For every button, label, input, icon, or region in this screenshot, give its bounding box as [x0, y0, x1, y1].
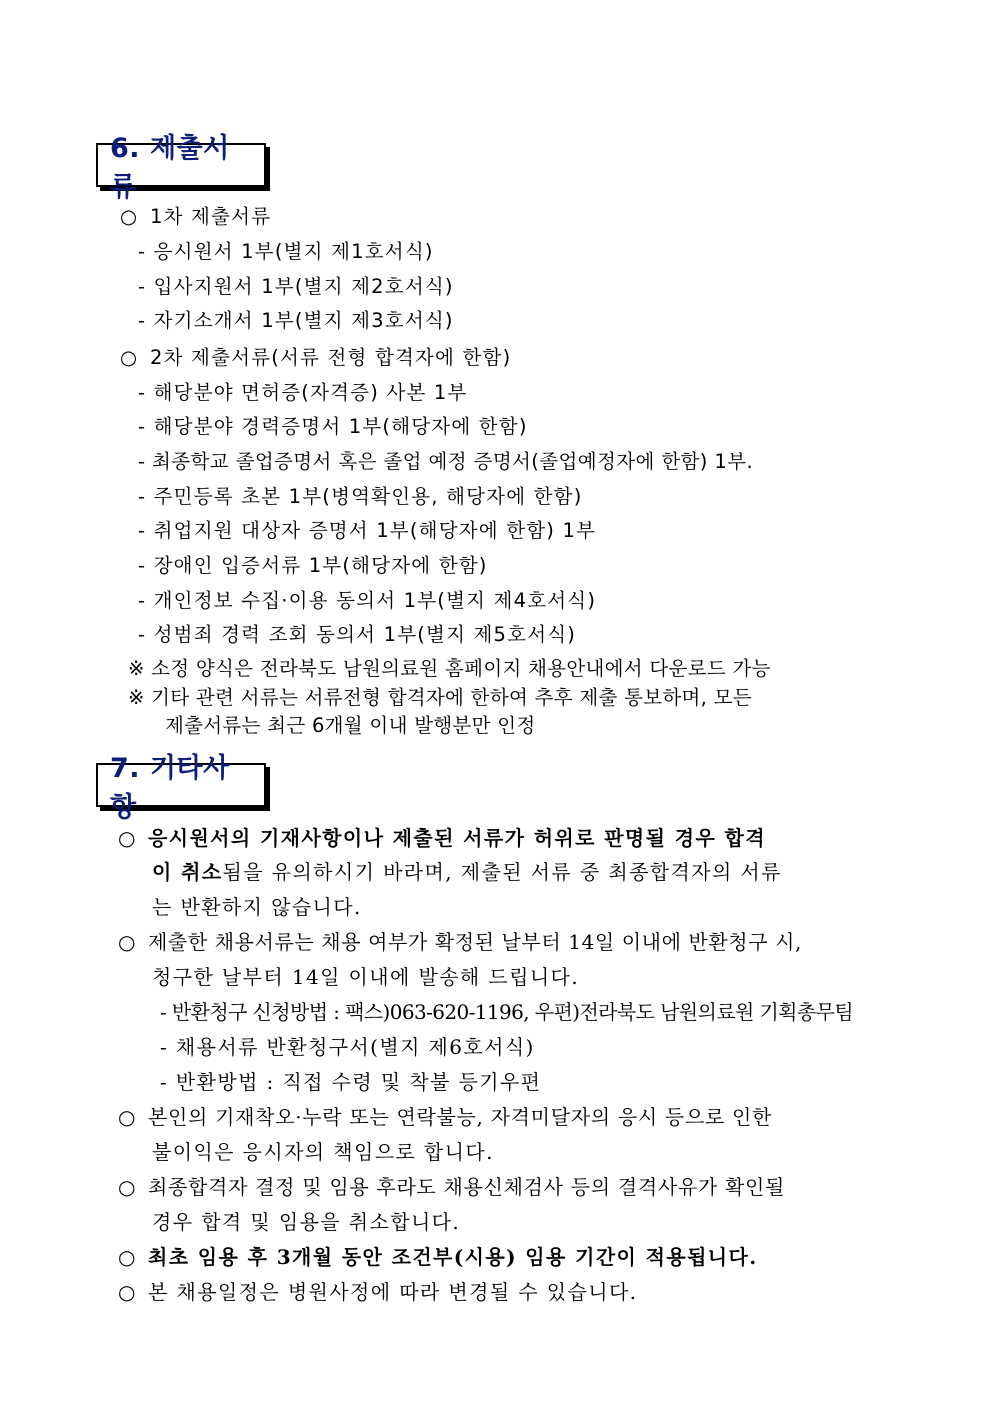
- circle-bullet: ○: [118, 826, 137, 850]
- notice-item-2-line-2: 청구한 날부터 14일 이내에 발송해 드립니다.: [152, 965, 580, 989]
- note-continuation: 제출서류는 최근 6개월 이내 발행분만 인정: [165, 714, 536, 737]
- circle-bullet: ○: [118, 1245, 137, 1269]
- notice-item-1-line-1: 응시원서의 기재사항이나 제출된 서류가 허위로 판명될 경우 합격: [148, 826, 766, 850]
- list-item: - 취업지원 대상자 증명서 1부(해당자에 한함) 1부: [138, 519, 597, 542]
- list-item: - 입사지원서 1부(별지 제2호서식): [138, 275, 454, 298]
- second-submission-heading-text: 2차 제출서류(서류 전형 합격자에 한함): [150, 346, 512, 369]
- notice-item-2: [118, 929, 802, 955]
- list-item: - 성범죄 경력 조회 동의서 1부(별지 제5호서식): [138, 623, 577, 646]
- notice-item-1-line-3: 는 반환하지 않습니다.: [152, 895, 362, 919]
- circle-bullet: ○: [118, 1280, 137, 1304]
- notice-item-4: [118, 1174, 785, 1200]
- notice-item-4-line-1: 최종합격자 결정 및 임용 후라도 채용신체검사 등의 결격사유가 확인될: [148, 1175, 786, 1199]
- notice-item-1-line-2: [152, 859, 782, 885]
- list-item: - 개인정보 수집·이용 동의서 1부(별지 제4호서식): [138, 589, 597, 612]
- list-item: - 주민등록 초본 1부(병역확인용, 해당자에 한함): [138, 485, 583, 508]
- sub-item: - 채용서류 반환청구서(별지 제6호서식): [160, 1035, 535, 1059]
- notice-item-5: [118, 1244, 758, 1270]
- notice-item-1: [118, 825, 766, 851]
- list-item: - 해당분야 면허증(자격증) 사본 1부: [138, 381, 468, 404]
- first-submission-heading-text: 1차 제출서류: [150, 205, 272, 228]
- second-submission-heading: [120, 345, 511, 371]
- notice-item-2-line-1: 제출한 채용서류는 채용 여부가 확정된 날부터 14일 이내에 반환청구 시,: [148, 930, 802, 954]
- notice-item-6: [118, 1279, 637, 1305]
- list-item: - 응시원서 1부(별지 제1호서식): [138, 240, 434, 263]
- circle-bullet: ○: [120, 205, 139, 228]
- notice-text: 됨을 유의하시기 바라며, 제출된 서류 중 최종합격자의 서류: [222, 860, 782, 884]
- note: ※ 기타 관련 서류는 서류전형 합격자에 한하여 추후 제출 통보하며, 모든: [128, 686, 752, 709]
- circle-bullet: ○: [120, 346, 139, 369]
- notice-item-4-line-2: 경우 합격 및 임용을 취소합니다.: [152, 1210, 461, 1234]
- notice-item-3-line-2: 불이익은 응시자의 책임으로 합니다.: [152, 1140, 494, 1164]
- list-item: - 장애인 입증서류 1부(해당자에 한함): [138, 554, 488, 577]
- sub-item: - 반환방법 : 직접 수령 및 착불 등기우편: [160, 1070, 542, 1094]
- list-item: - 해당분야 경력증명서 1부(해당자에 한함): [138, 415, 528, 438]
- note: ※ 소정 양식은 전라북도 남원의료원 홈페이지 채용안내에서 다운로드 가능: [128, 657, 771, 680]
- sub-item: - 반환청구 신청방법 : 팩스)063-620-1196, 우편)전라북도 남원의료원 기획총무팀: [160, 1000, 854, 1024]
- notice-bold-text: 이 취소: [152, 860, 223, 884]
- section-7-title: 7. 기타사항: [110, 753, 230, 823]
- circle-bullet: ○: [118, 1175, 137, 1199]
- notice-item-3: [118, 1104, 772, 1130]
- list-item: - 최종학교 졸업증명서 혹은 졸업 예정 증명서(졸업예정자에 한함) 1부.: [138, 450, 754, 473]
- first-submission-heading: [120, 204, 271, 230]
- notice-item-6-text: 본 채용일정은 병원사정에 따라 변경될 수 있습니다.: [148, 1280, 638, 1304]
- list-item: - 자기소개서 1부(별지 제3호서식): [138, 309, 454, 332]
- circle-bullet: ○: [118, 1105, 137, 1129]
- section-6-heading: [96, 133, 266, 203]
- circle-bullet: ○: [118, 930, 137, 954]
- notice-item-5-text: 최초 임용 후 3개월 동안 조건부(시용) 임용 기간이 적용됩니다.: [148, 1245, 758, 1269]
- section-7-heading: [96, 753, 266, 823]
- section-6-title: 6. 제출서류: [110, 133, 230, 203]
- notice-item-3-line-1: 본인의 기재착오·누락 또는 연락불능, 자격미달자의 응시 등으로 인한: [148, 1105, 773, 1129]
